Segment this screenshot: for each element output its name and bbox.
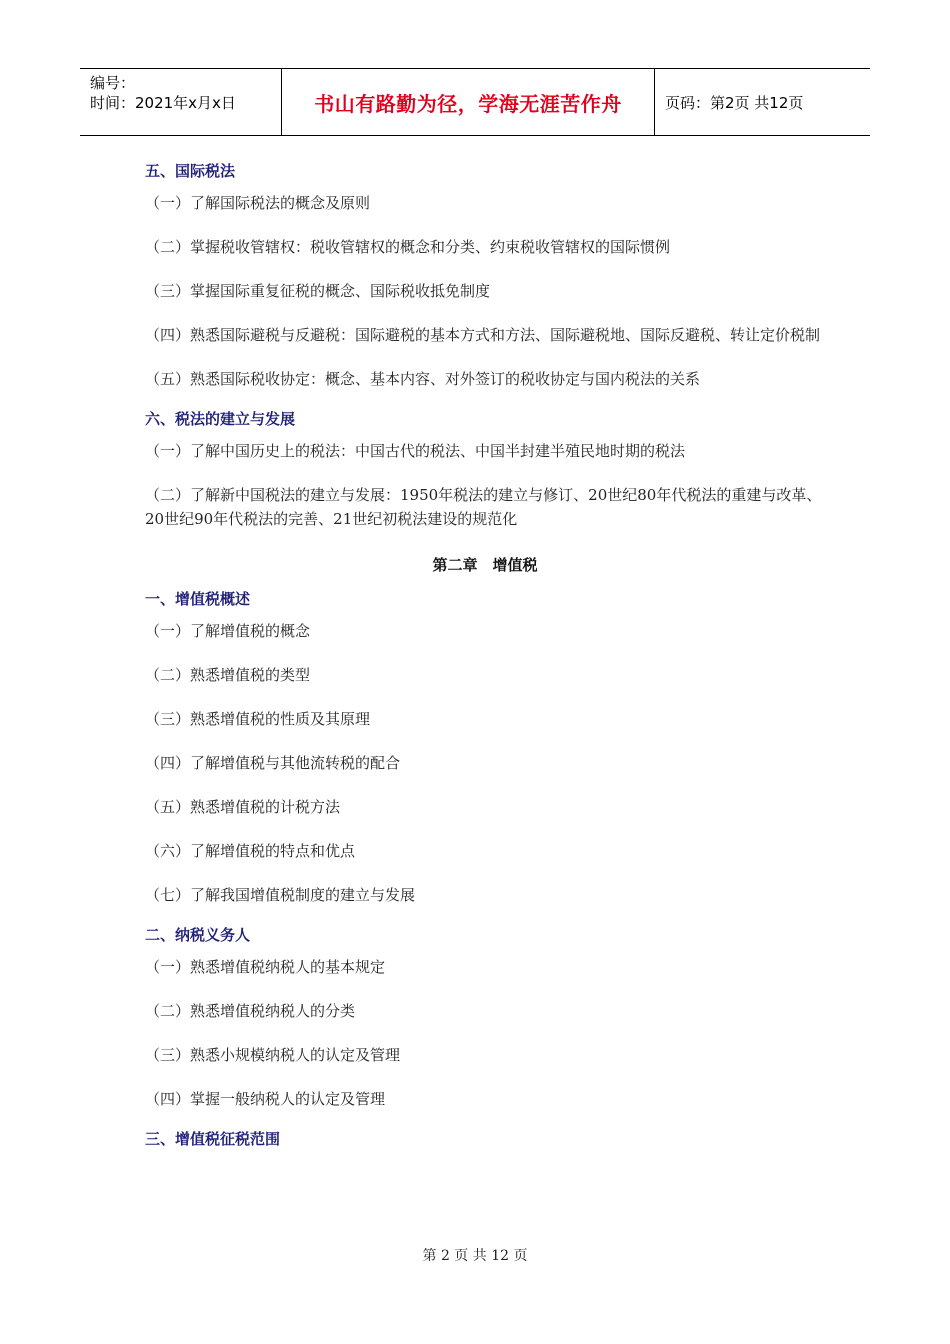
chapter-title: 第二章 增值税 — [432, 556, 538, 574]
section-heading: 三、增值税征税范围 — [145, 1130, 281, 1148]
header-page-info: 页码：第2页 共12页 — [665, 93, 804, 112]
section-heading: 五、国际税法 — [145, 162, 236, 180]
list-item: （二）了解新中国税法的建立与发展：1950年税法的建立与修订、20世纪80年代税法的重建与改革、20世纪90年代税法的完善、21世纪初税法建设的规范化 — [145, 486, 822, 528]
document-time-label: 时间：2021年x月x日 — [90, 94, 236, 112]
list-item: （四）了解增值税与其他流转税的配合 — [145, 754, 401, 772]
list-item: （三）熟悉增值税的性质及其原理 — [145, 710, 371, 728]
document-number-label: 编号： — [90, 74, 136, 92]
page-footer: 第 2 页 共 12 页 — [422, 1248, 528, 1264]
chapter-two — [145, 583, 825, 1151]
section-heading: 一、增值税概述 — [145, 590, 251, 608]
list-item: （五）熟悉增值税的计税方法 — [145, 798, 341, 816]
list-item: （五）熟悉国际税收协定：概念、基本内容、对外签订的税收协定与国内税法的关系 — [145, 370, 701, 388]
list-item: （四）掌握一般纳税人的认定及管理 — [145, 1090, 386, 1108]
header-motto: 书山有路勤为径，学海无涯苦作舟 — [282, 69, 655, 135]
chapter-one-continued — [145, 155, 825, 543]
header-table — [80, 68, 870, 136]
header-left-cell — [80, 69, 282, 135]
section-heading: 二、纳税义务人 — [145, 926, 251, 944]
list-item: （一）熟悉增值税纳税人的基本规定 — [145, 958, 386, 976]
list-item: （七）了解我国增值税制度的建立与发展 — [145, 886, 416, 904]
list-item: （一）了解国际税法的概念及原则 — [145, 194, 371, 212]
list-item: （二）熟悉增值税纳税人的分类 — [145, 1002, 356, 1020]
list-item: （六）了解增值税的特点和优点 — [145, 842, 356, 860]
list-item: （三）熟悉小规模纳税人的认定及管理 — [145, 1046, 401, 1064]
section-heading: 六、税法的建立与发展 — [145, 410, 296, 428]
list-item: （四）熟悉国际避税与反避税：国际避税的基本方式和方法、国际避税地、国际反避税、转让定价税制 — [145, 326, 821, 344]
list-item: （一）了解中国历史上的税法：中国古代的税法、中国半封建半殖民地时期的税法 — [145, 442, 686, 460]
document-body — [145, 155, 825, 1151]
list-item: （三）掌握国际重复征税的概念、国际税收抵免制度 — [145, 282, 491, 300]
list-item: （二）掌握税收管辖权：税收管辖权的概念和分类、约束税收管辖权的国际惯例 — [145, 238, 671, 256]
list-item: （一）了解增值税的概念 — [145, 622, 311, 640]
list-item: （二）熟悉增值税的类型 — [145, 666, 311, 684]
